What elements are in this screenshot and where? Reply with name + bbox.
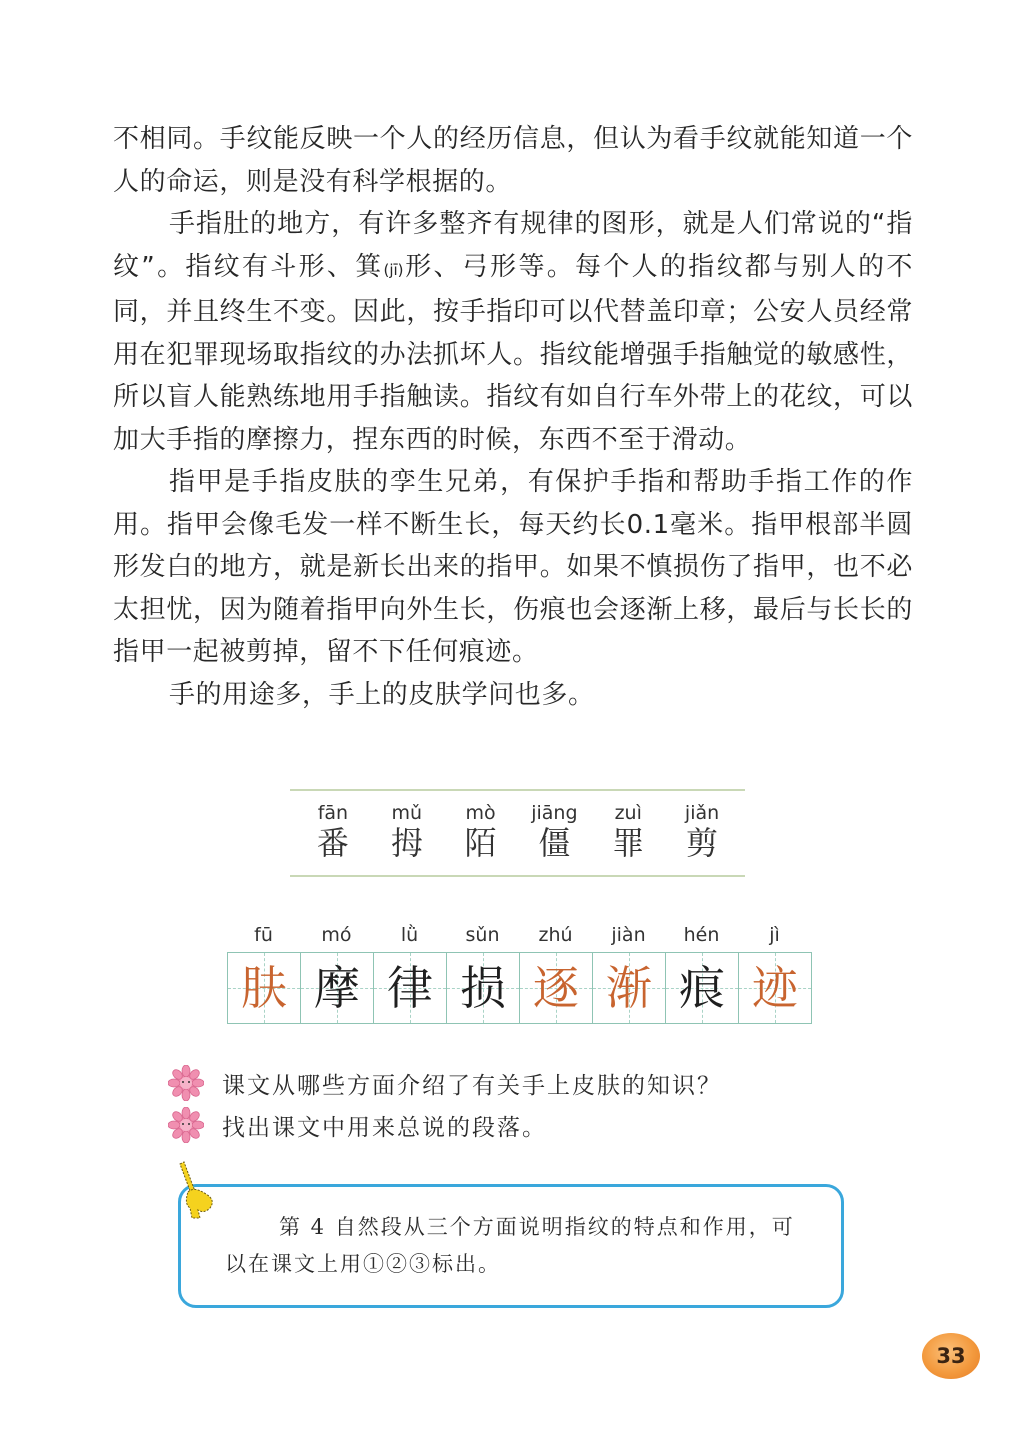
tianzige-cell [228,953,301,1023]
pinyin-label: fān [317,802,349,824]
tianzige-cell [520,953,593,1023]
paragraph-fingerprint-part2: 形、弓形等。每个人的指纹都与别人的不同，并且终生不变。因此，按手指印可以代替盖印章；公安人员经常用在犯罪现场取指纹的办法抓坏人。指纹能增强手指触觉的敏感性，所以盲人能熟练地用手指触读。指纹有如自行车外带上的花纹，可以加大手指的摩擦力，捏东西的时候，东西不至于滑动。 [113,251,913,455]
question-text: 找出课文中用来总说的段落。 [222,1114,547,1141]
recognize-char-item [446,791,516,875]
tianzige-cell [593,953,666,1023]
pinyin-label: fū [254,924,273,946]
pinyin-label: mó [321,924,352,946]
hanzi-char: 痕 [679,961,725,1015]
write-chars-pinyin-row [227,918,812,952]
hanzi-char: 陌 [464,824,497,862]
tip-text: 第 4 自然段从三个方面说明指纹的特点和作用，可以在课文上用①②③标出。 [225,1215,795,1276]
pinyin-label: mǔ [391,802,423,824]
page-number-badge: 33 [922,1333,980,1379]
hanzi-char: 逐 [533,961,579,1015]
pinyin-label: jiàn [611,924,646,946]
recognize-char-item [298,791,368,875]
pinyin-label: hén [683,924,720,946]
hanzi-char: 番 [316,824,349,862]
question-text: 课文从哪些方面介绍了有关手上皮肤的知识？ [222,1072,722,1099]
hanzi-char: 肤 [241,961,287,1015]
paragraph-fingerprint [113,203,913,461]
tianzige-cell [374,953,447,1023]
pinyin-label: zhú [538,924,573,946]
tianzige-cell [447,953,520,1023]
tianzige-grid [227,952,812,1024]
tianzige-cell [739,953,811,1023]
pinyin-label: lǜ [400,924,419,946]
tip-box [178,1184,844,1308]
pinyin-label: zuì [614,802,642,824]
recognize-char-item [667,791,737,875]
tianzige-cell [301,953,374,1023]
recognize-char-item [593,791,663,875]
key-icon [172,1160,222,1222]
hanzi-char: 律 [387,961,433,1015]
write-chars-grid [227,918,812,1024]
recognize-char-item [372,791,442,875]
questions-list [168,1062,722,1146]
paragraph-nails: 指甲是手指皮肤的孪生兄弟，有保护手指和帮助手指工作的作用。指甲会像毛发一样不断生长，每天约长0.1毫米。指甲根部半圆形发白的地方，就是新长出来的指甲。如果不慎损伤了指甲，也不必太担忧，因为随着指甲向外生长，伤痕也会逐渐上移，最后与长长的指甲一起被剪掉，留不下任何痕迹。 [113,467,913,667]
hanzi-char: 剪 [686,824,719,862]
hanzi-char: 僵 [538,824,571,862]
pinyin-label: sǔn [465,924,500,946]
recognize-char-item [519,791,589,875]
paragraph-1: 不相同。手纹能反映一个人的经历信息，但认为看手纹就能知道一个人的命运，则是没有科学根据的。 [113,124,913,197]
flower-icon [168,1107,204,1143]
tianzige-cell [666,953,739,1023]
pinyin-label: jiāng [531,802,578,824]
recognize-chars-list [290,789,745,877]
paragraph-conclusion: 手的用途多，手上的皮肤学问也多。 [169,679,595,710]
pinyin-label: jì [769,924,780,946]
hanzi-char: 摩 [314,961,360,1015]
question-item [168,1104,722,1146]
hanzi-char: 损 [460,961,506,1015]
hanzi-char: 渐 [606,961,652,1015]
pinyin-label: mò [465,802,496,824]
hanzi-char: 罪 [612,824,645,862]
paragraph-fingerprint-part1: 手指肚的地方，有许多整齐有规律的图形，就是人们常说的“指纹”。指纹有斗形、箕 [113,209,913,282]
pinyin-label: jiǎn [684,802,720,824]
pinyin-note: (jī) [383,260,404,279]
hanzi-char: 迹 [752,961,798,1015]
lesson-body [113,118,913,716]
hanzi-char: 拇 [390,824,423,862]
flower-icon [168,1065,204,1101]
question-item [168,1062,722,1104]
